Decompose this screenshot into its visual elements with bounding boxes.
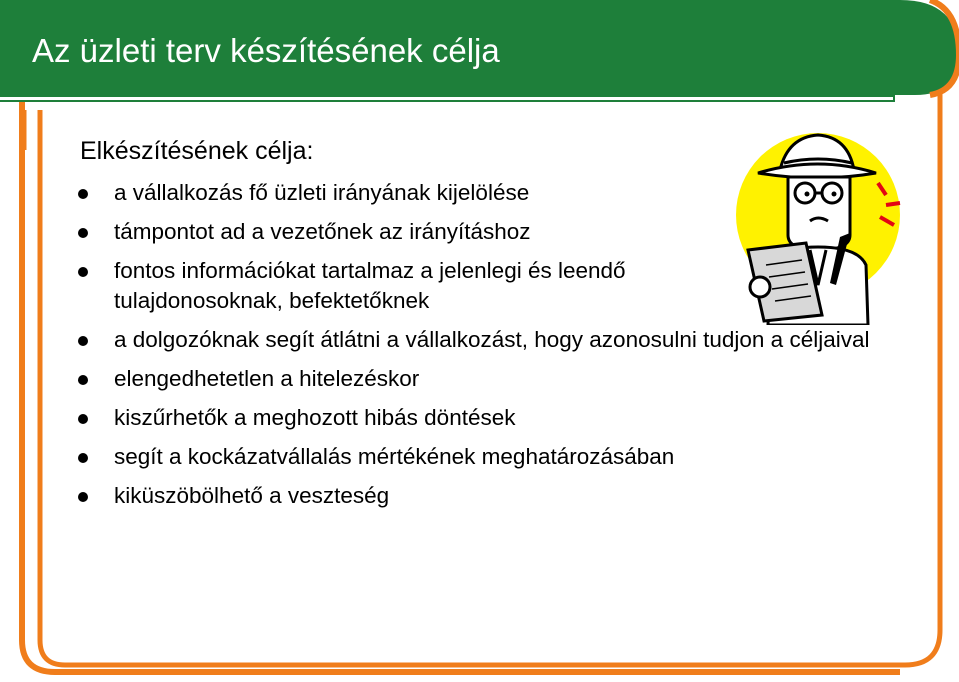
list-item: támpontot ad a vezetőnek az irányításhoz bbox=[78, 217, 938, 247]
bullet-icon bbox=[78, 189, 88, 199]
bullet-icon bbox=[78, 492, 88, 502]
bullet-icon bbox=[78, 267, 88, 277]
detective-with-clipboard-icon bbox=[718, 125, 918, 325]
list-item: a vállalkozás fő üzleti irányának kijelölése bbox=[78, 178, 938, 208]
list-item: a dolgozóknak segít átlátni a vállalkozást, hogy azonosulni tudjon a céljaival bbox=[78, 325, 938, 355]
bullet-icon bbox=[78, 453, 88, 463]
slide-title: Az üzleti terv készítésének célja bbox=[32, 32, 500, 69]
bullet-icon bbox=[78, 375, 88, 385]
list-item: fontos információkat tartalmaz a jelenlegi és leendő tulajdonosoknak, befektetőknek bbox=[78, 256, 938, 316]
list-item: kiszűrhetők a meghozott hibás döntések bbox=[78, 403, 938, 433]
list-item: kiküszöbölhető a veszteség bbox=[78, 481, 938, 511]
list-item: elengedhetetlen a hitelezéskor bbox=[78, 364, 938, 394]
bullet-icon bbox=[78, 336, 88, 346]
bullet-icon bbox=[78, 228, 88, 238]
bullet-icon bbox=[78, 414, 88, 424]
list-item: segít a kockázatvállalás mértékének meghatározásában bbox=[78, 442, 938, 472]
slide-subtitle: Elkészítésének célja: bbox=[80, 137, 314, 165]
